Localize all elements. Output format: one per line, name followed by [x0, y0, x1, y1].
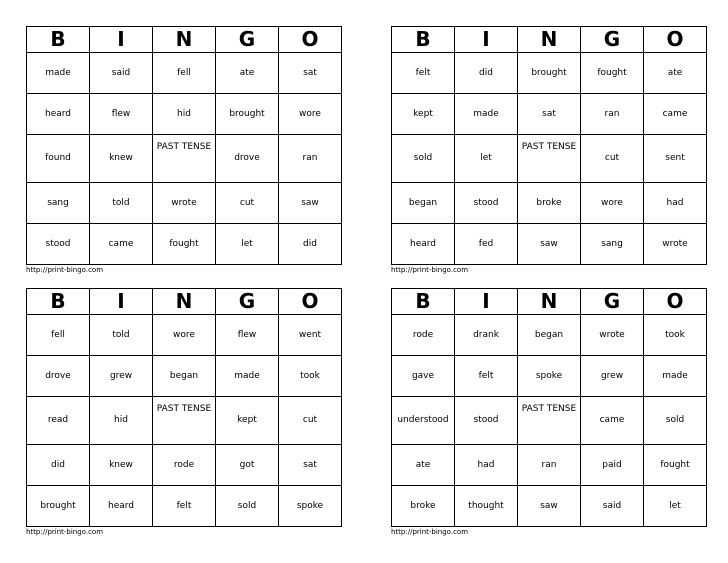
header-i: I	[90, 289, 153, 315]
grid-cell: fought	[644, 445, 707, 486]
grid-cell: rode	[392, 315, 455, 356]
grid-cell: felt	[455, 356, 518, 397]
header-n: N	[518, 289, 581, 315]
grid-cell: said	[90, 53, 153, 94]
grid-row	[392, 224, 707, 265]
grid-cell: let	[644, 486, 707, 527]
grid-cell: wrote	[581, 315, 644, 356]
grid-cell: sold	[216, 486, 279, 527]
grid-cell: did	[455, 53, 518, 94]
bingo-grid	[26, 26, 342, 265]
grid-row	[27, 224, 342, 265]
header-o: O	[644, 289, 707, 315]
grid-cell: sat	[279, 445, 342, 486]
grid-cell: heard	[90, 486, 153, 527]
grid-cell: heard	[27, 94, 90, 135]
header-row	[27, 289, 342, 315]
grid-row	[27, 135, 342, 183]
grid-cell: told	[90, 183, 153, 224]
grid-cell: saw	[279, 183, 342, 224]
free-space-cell: PAST TENSE	[518, 135, 581, 183]
grid-cell: brought	[216, 94, 279, 135]
bingo-card-2	[391, 26, 704, 275]
grid-cell: had	[455, 445, 518, 486]
grid-row	[392, 356, 707, 397]
grid-cell: rode	[153, 445, 216, 486]
grid-cell: drove	[216, 135, 279, 183]
grid-cell: did	[279, 224, 342, 265]
bingo-card-4	[391, 288, 704, 537]
grid-cell: did	[27, 445, 90, 486]
grid-cell: wore	[581, 183, 644, 224]
header-n: N	[518, 27, 581, 53]
grid-cell: saw	[518, 486, 581, 527]
grid-cell: stood	[455, 397, 518, 445]
grid-cell: ate	[392, 445, 455, 486]
grid-cell: wrote	[644, 224, 707, 265]
grid-cell: came	[644, 94, 707, 135]
header-o: O	[279, 289, 342, 315]
free-space-cell: PAST TENSE	[153, 135, 216, 183]
grid-cell: made	[27, 53, 90, 94]
grid-cell: fed	[455, 224, 518, 265]
grid-cell: knew	[90, 445, 153, 486]
bingo-card-1	[26, 26, 339, 275]
footer-url: http://print-bingo.com	[391, 266, 469, 274]
grid-cell: stood	[27, 224, 90, 265]
header-o: O	[279, 27, 342, 53]
grid-cell: broke	[392, 486, 455, 527]
grid-cell: fought	[581, 53, 644, 94]
grid-cell: ran	[518, 445, 581, 486]
grid-cell: sent	[644, 135, 707, 183]
header-g: G	[581, 289, 644, 315]
grid-row	[392, 53, 707, 94]
header-n: N	[153, 289, 216, 315]
grid-cell: began	[392, 183, 455, 224]
grid-cell: fell	[153, 53, 216, 94]
header-row	[392, 27, 707, 53]
grid-cell: cut	[279, 397, 342, 445]
grid-cell: made	[644, 356, 707, 397]
header-row	[392, 289, 707, 315]
grid-cell: made	[455, 94, 518, 135]
grid-row	[392, 486, 707, 527]
grid-row	[27, 486, 342, 527]
header-o: O	[644, 27, 707, 53]
grid-row	[392, 315, 707, 356]
grid-cell: began	[153, 356, 216, 397]
footer-url: http://print-bingo.com	[26, 266, 104, 274]
grid-cell: drove	[27, 356, 90, 397]
grid-cell: told	[90, 315, 153, 356]
grid-cell: ate	[644, 53, 707, 94]
free-space-cell: PAST TENSE	[518, 397, 581, 445]
grid-cell: knew	[90, 135, 153, 183]
grid-cell: read	[27, 397, 90, 445]
grid-row	[27, 315, 342, 356]
grid-cell: kept	[216, 397, 279, 445]
grid-row	[27, 397, 342, 445]
grid-cell: said	[581, 486, 644, 527]
grid-cell: wore	[279, 94, 342, 135]
grid-cell: flew	[216, 315, 279, 356]
grid-cell: sang	[27, 183, 90, 224]
grid-cell: spoke	[518, 356, 581, 397]
footer-url: http://print-bingo.com	[26, 528, 104, 536]
grid-cell: kept	[392, 94, 455, 135]
grid-cell: ran	[279, 135, 342, 183]
grid-cell: let	[455, 135, 518, 183]
header-i: I	[90, 27, 153, 53]
grid-cell: gave	[392, 356, 455, 397]
grid-cell: saw	[518, 224, 581, 265]
header-g: G	[581, 27, 644, 53]
header-b: B	[27, 27, 90, 53]
bingo-grid	[26, 288, 342, 527]
grid-cell: sold	[392, 135, 455, 183]
header-b: B	[392, 289, 455, 315]
grid-cell: ran	[581, 94, 644, 135]
free-space-cell: PAST TENSE	[153, 397, 216, 445]
grid-row	[27, 53, 342, 94]
grid-row	[27, 183, 342, 224]
grid-cell: paid	[581, 445, 644, 486]
grid-row	[392, 397, 707, 445]
grid-cell: flew	[90, 94, 153, 135]
grid-cell: took	[279, 356, 342, 397]
header-i: I	[455, 289, 518, 315]
grid-cell: sang	[581, 224, 644, 265]
grid-cell: came	[581, 397, 644, 445]
header-i: I	[455, 27, 518, 53]
grid-cell: fought	[153, 224, 216, 265]
grid-row	[27, 445, 342, 486]
grid-cell: began	[518, 315, 581, 356]
grid-cell: grew	[581, 356, 644, 397]
grid-row	[392, 94, 707, 135]
grid-cell: thought	[455, 486, 518, 527]
grid-cell: broke	[518, 183, 581, 224]
grid-cell: cut	[216, 183, 279, 224]
grid-cell: hid	[90, 397, 153, 445]
grid-cell: brought	[27, 486, 90, 527]
grid-row	[392, 445, 707, 486]
grid-cell: fell	[27, 315, 90, 356]
footer-url: http://print-bingo.com	[391, 528, 469, 536]
header-n: N	[153, 27, 216, 53]
grid-cell: took	[644, 315, 707, 356]
header-row	[27, 27, 342, 53]
grid-row	[27, 356, 342, 397]
grid-row	[392, 183, 707, 224]
grid-cell: hid	[153, 94, 216, 135]
grid-cell: ate	[216, 53, 279, 94]
bingo-card-3	[26, 288, 339, 537]
grid-cell: wore	[153, 315, 216, 356]
grid-cell: sat	[518, 94, 581, 135]
grid-row	[392, 135, 707, 183]
grid-cell: felt	[392, 53, 455, 94]
grid-cell: went	[279, 315, 342, 356]
grid-cell: stood	[455, 183, 518, 224]
header-g: G	[216, 27, 279, 53]
grid-cell: made	[216, 356, 279, 397]
grid-cell: let	[216, 224, 279, 265]
grid-cell: cut	[581, 135, 644, 183]
grid-cell: grew	[90, 356, 153, 397]
bingo-grid	[391, 26, 707, 265]
grid-cell: wrote	[153, 183, 216, 224]
header-b: B	[27, 289, 90, 315]
grid-cell: spoke	[279, 486, 342, 527]
grid-cell: brought	[518, 53, 581, 94]
bingo-grid	[391, 288, 707, 527]
grid-cell: felt	[153, 486, 216, 527]
grid-cell: found	[27, 135, 90, 183]
header-b: B	[392, 27, 455, 53]
grid-cell: sold	[644, 397, 707, 445]
grid-cell: understood	[392, 397, 455, 445]
grid-cell: drank	[455, 315, 518, 356]
grid-cell: got	[216, 445, 279, 486]
grid-cell: heard	[392, 224, 455, 265]
grid-cell: came	[90, 224, 153, 265]
grid-cell: sat	[279, 53, 342, 94]
grid-cell: had	[644, 183, 707, 224]
grid-row	[27, 94, 342, 135]
header-g: G	[216, 289, 279, 315]
